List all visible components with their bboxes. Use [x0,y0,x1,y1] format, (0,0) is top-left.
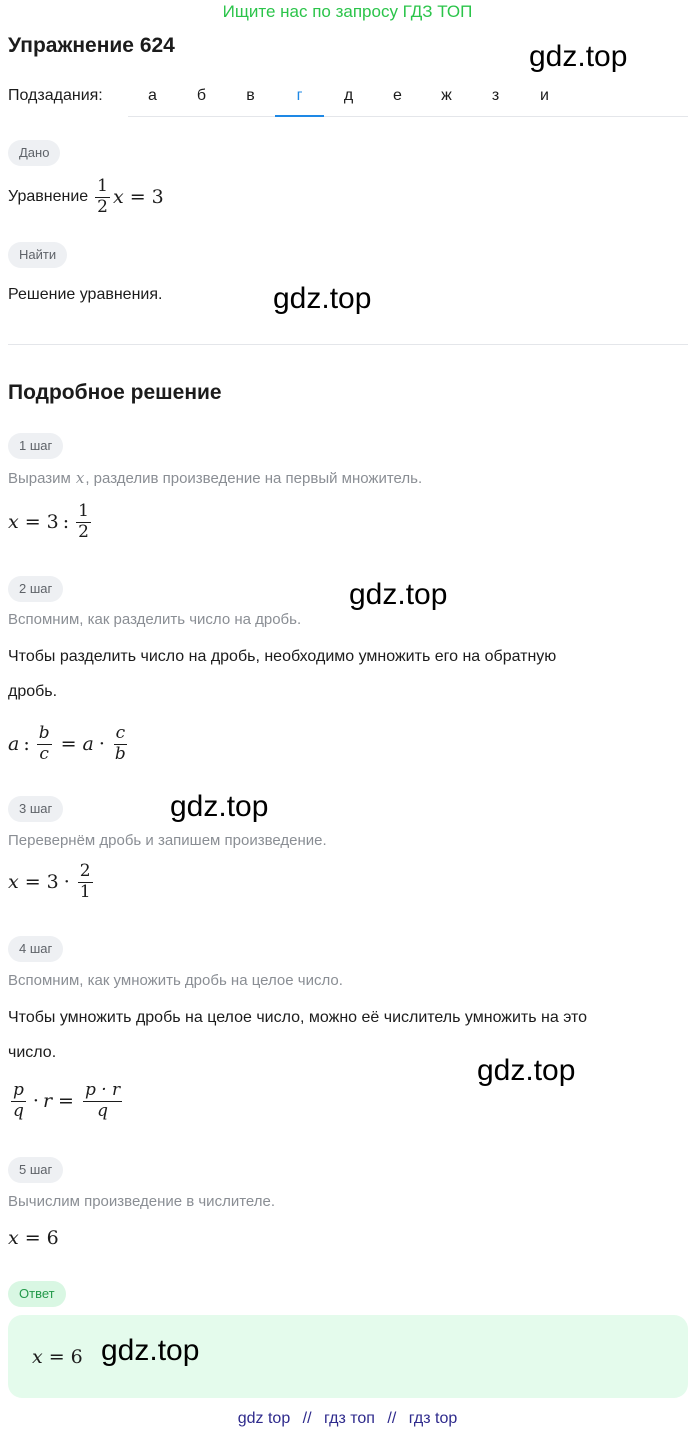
math-fraction [37,722,52,764]
answer-chip: Ответ [8,1281,66,1307]
tab-subtask-e[interactable]: е [393,87,402,104]
math-var: x [8,1227,19,1249]
step-text: Чтобы разделить число на дробь, необходимо умножить его на обратную [8,648,557,665]
step-chip: 3 шаг [8,796,63,822]
tab-subtask-i[interactable]: и [540,87,549,104]
math-var: x [8,871,19,893]
frac-denominator: q [97,1100,109,1121]
math-op: : [62,511,70,533]
math-fraction [76,500,91,542]
watermark: gdz.top [477,1054,576,1087]
math-fraction [113,722,128,764]
tab-subtask-zh[interactable]: ж [441,87,452,104]
frac-denominator: b [114,743,126,764]
math-number: 3 [46,871,59,893]
step-formula [8,1223,59,1253]
frac-numerator: 1 [97,175,108,196]
footer-link[interactable]: gdz top [237,1410,291,1427]
note-text: , разделив произведение на первый множитель. [85,470,423,487]
footer-link[interactable]: гдз топ [324,1410,375,1427]
math-op: · [63,871,70,893]
find-text: Решение уравнения. [8,286,163,303]
step-chip: 5 шаг [8,1157,63,1183]
subtask-tabs [128,80,688,117]
frac-denominator: 2 [78,521,89,542]
math-var: a [82,733,94,755]
math-number: 6 [46,1227,59,1249]
step-note: Вспомним, как умножить дробь на целое число. [8,972,343,989]
math-eq: = [24,1227,41,1249]
math-fraction [11,1079,26,1121]
note-text: Выразим [8,470,71,487]
math-var: x [32,1346,43,1368]
subtasks-label: Подзадания: [8,87,103,104]
step-text: дробь. [8,683,58,700]
answer-formula [32,1342,83,1372]
frac-denominator: q [13,1100,24,1121]
given-statement [8,172,164,222]
step-chip: 4 шаг [8,936,63,962]
math-eq: = [60,733,77,755]
math-fraction [83,1079,122,1121]
footer-links [0,1410,695,1428]
step-note [8,469,422,487]
frac-numerator: c [115,722,126,743]
tab-subtask-g[interactable]: г [275,80,324,117]
step-text: Чтобы умножить дробь на целое число, можно её числитель умножить на это [8,1009,588,1026]
math-var: a [8,733,20,755]
watermark: gdz.top [349,578,448,611]
frac-numerator: b [38,722,50,743]
math-var: x [8,511,19,533]
math-op: · [32,1090,39,1112]
math-eq: = [58,1090,74,1112]
math-eq: = [48,1346,65,1368]
watermark: gdz.top [101,1334,200,1367]
frac-numerator: 1 [78,500,89,521]
step-text: число. [8,1044,57,1061]
footer-separator: // [302,1410,312,1427]
tab-subtask-d[interactable]: д [343,87,354,104]
math-fraction [78,860,93,902]
find-chip: Найти [8,242,67,268]
frac-numerator: 2 [79,860,91,881]
given-chip: Дано [8,140,60,166]
step-formula [8,1073,125,1129]
math-eq: = [24,871,41,893]
solution-title: Подробное решение [8,381,222,404]
math-eq: = [24,511,41,533]
given-fraction [95,175,110,217]
math-var: r [42,1090,53,1112]
step-note: Вспомним, как разделить число на дробь. [8,611,302,628]
math-number: 3 [46,511,59,533]
step-chip: 2 шаг [8,576,63,602]
step-note: Вычислим произведение в числителе. [8,1193,276,1210]
frac-denominator: c [39,743,49,764]
math-op: : [23,733,30,755]
math-rhs: 3 [151,186,164,208]
step-formula [8,497,94,547]
search-banner[interactable]: Ищите нас по запросу ГДЗ ТОП [222,2,473,21]
frac-denominator: 1 [79,881,91,902]
note-var: x [75,469,85,487]
page-title: Упражнение 624 [8,34,175,57]
step-chip: 1 шаг [8,433,63,459]
tab-subtask-z[interactable]: з [491,87,500,104]
footer-link[interactable]: гдз top [408,1410,458,1427]
given-prefix: Уравнение [8,188,89,205]
math-number: 6 [70,1346,83,1368]
frac-denominator: 2 [97,196,108,217]
frac-numerator: p [13,1079,24,1100]
math-eq: = [129,186,146,208]
footer-separator: // [387,1410,397,1427]
step-formula [8,857,96,907]
given-equation [92,175,164,217]
watermark: gdz.top [273,282,372,315]
watermark: gdz.top [170,790,269,823]
frac-numerator: p · r [84,1079,121,1100]
math-var: x [112,186,124,208]
step-formula [8,718,131,770]
tab-subtask-v[interactable]: в [246,87,255,104]
tab-subtask-b[interactable]: б [196,87,207,104]
divider [8,344,688,345]
math-op: · [98,733,105,755]
tab-subtask-a[interactable]: а [148,87,157,104]
watermark: gdz.top [529,40,628,73]
step-note: Перевернём дробь и запишем произведение. [8,832,327,849]
